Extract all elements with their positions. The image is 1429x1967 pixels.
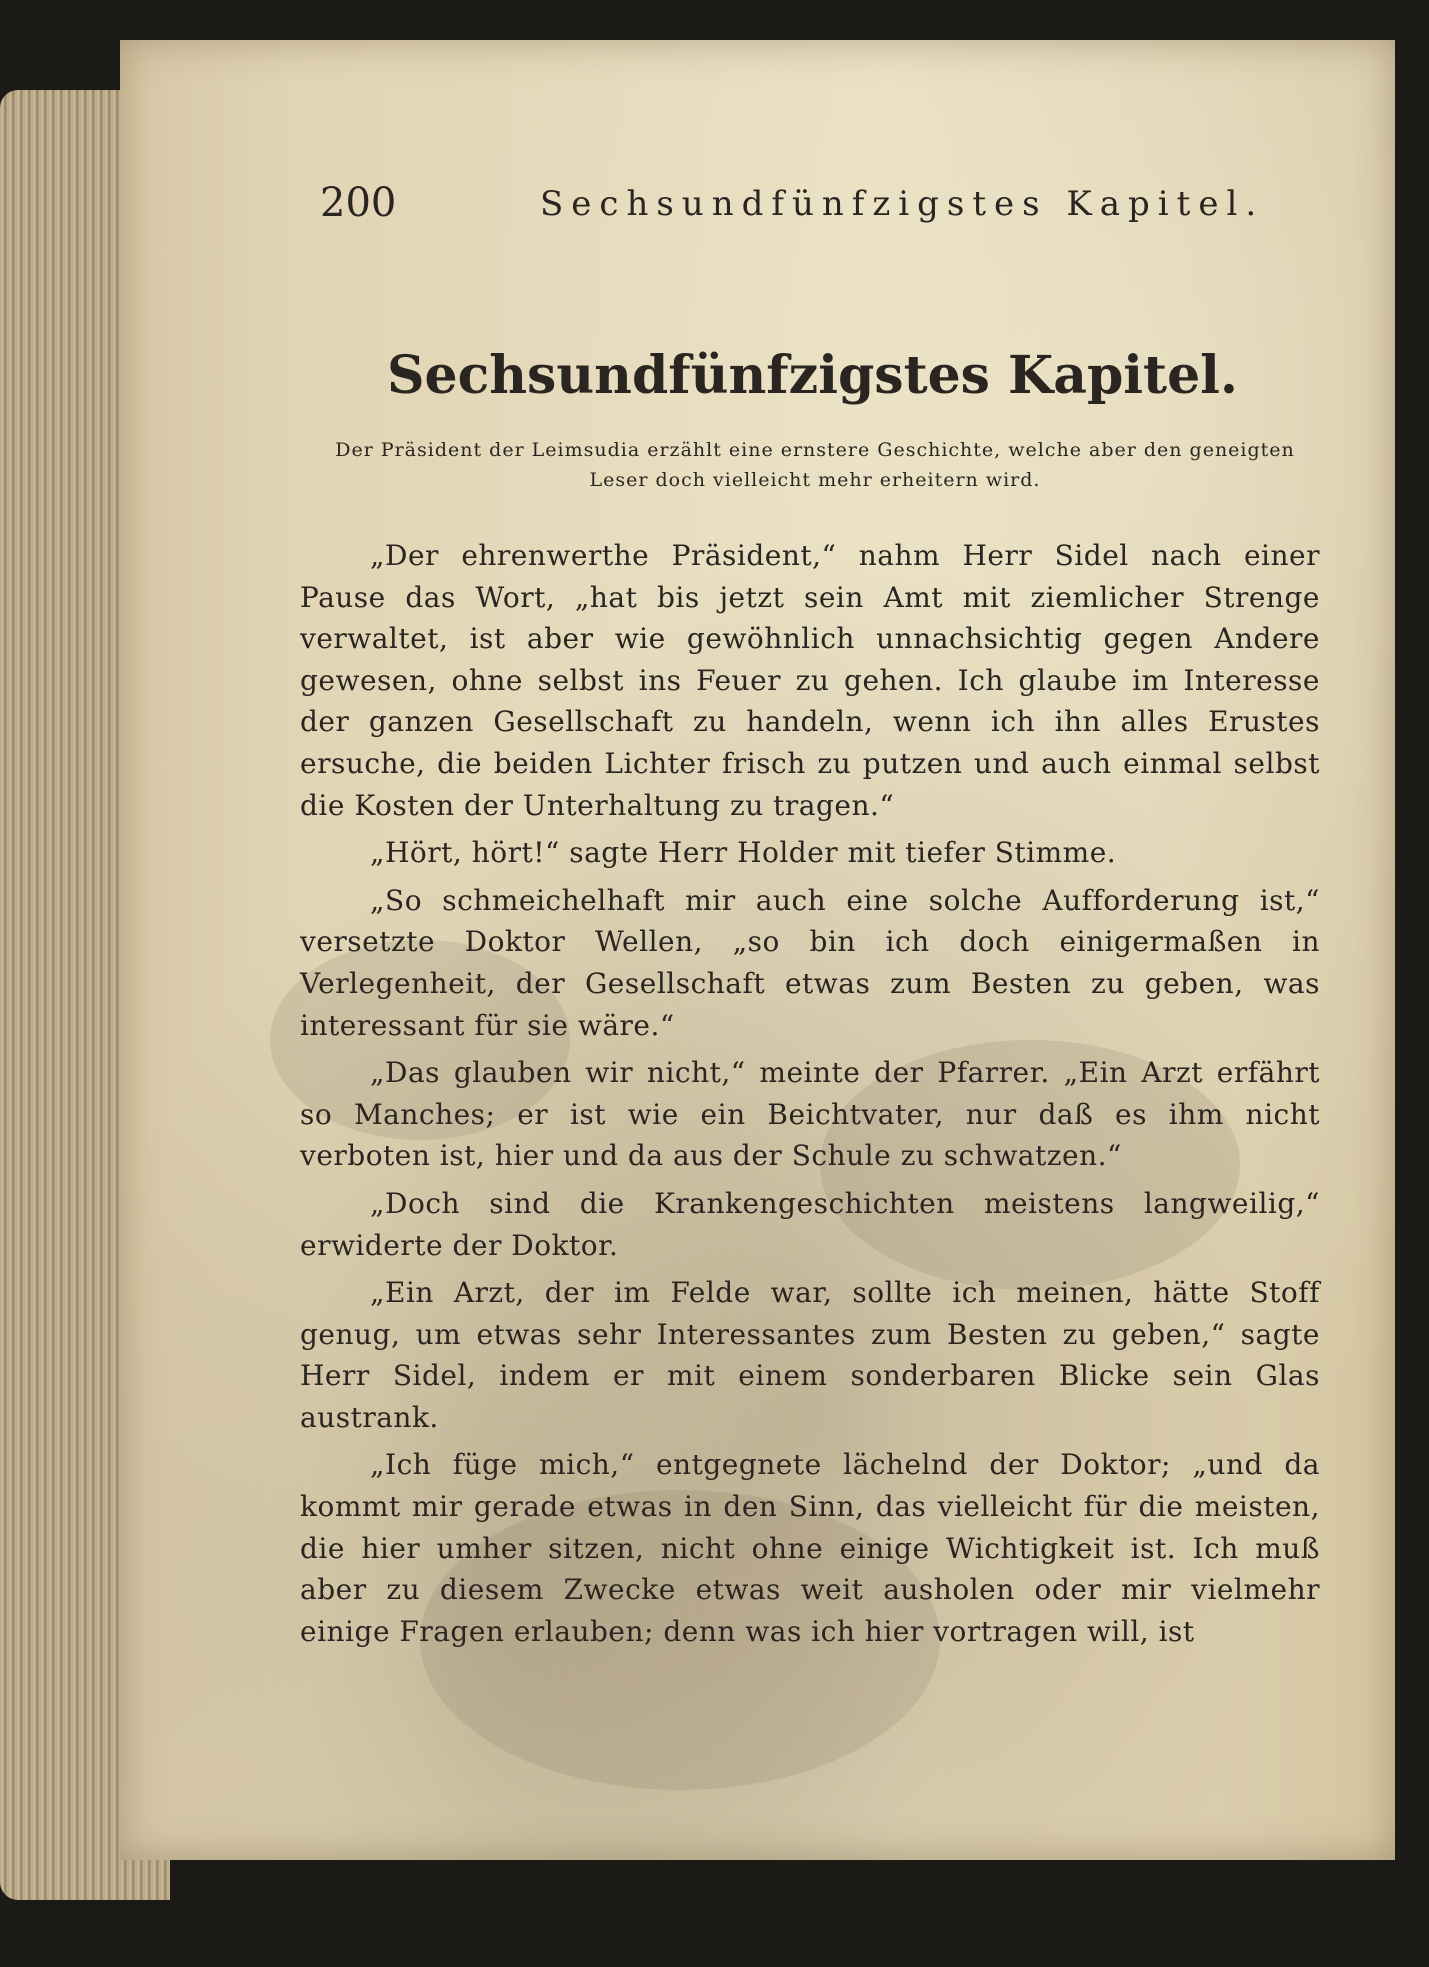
paragraph: „So schmeichelhaft mir auch eine solche Aufforderung ist,“ versetzte Doktor Wellen, „so bin ich doch einigermaßen in Verlegenheit, der Gesellschaft etwas zum Besten zu geben, was interessant für sie wäre.“ [300, 883, 1320, 1042]
page-header [320, 180, 1265, 230]
book-page [120, 40, 1395, 1860]
book [0, 20, 1429, 1967]
running-title: Sechsundfünfzigstes Kapitel. [540, 184, 1265, 224]
page-number: 200 [320, 180, 397, 226]
paragraph: „Das glauben wir nicht,“ meinte der Pfarrer. „Ein Arzt erfährt so Manches; er ist wie ein Beichtvater, nur daß es ihm nicht verboten ist, hier und da aus der Schule zu schwatzen.“ [300, 1056, 1320, 1173]
paragraph: „Ein Arzt, der im Felde war, sollte ich meinen, hätte Stoff genug, um etwas sehr Interessantes zum Besten zu geben,“ sagte Herr Sidel, indem er mit einem sonderbaren Blicke sein Glas austrank. [300, 1276, 1320, 1434]
chapter-heading: Sechsundfünfzigstes Kapitel. [386, 345, 1239, 406]
chapter-summary: Der Präsident der Leimsudia erzählt eine ernstere Geschichte, welche aber den geneigten Leser doch vielleicht mehr erheitern wird. [335, 439, 1295, 491]
paragraph: „Der ehrenwerthe Präsident,“ nahm Herr Sidel nach einer Pause das Wort, „hat bis jetzt sein Amt mit ziemlicher Strenge verwaltet, ist aber wie gewöhnlich unnachsichtig gegen Andere gewesen, ohne selbst ins Feuer zu gehen. Ich glaube im Interesse der ganzen Gesellschaft zu handeln, wenn ich ihn alles Erustes ersuche, die beiden Lichter frisch zu putzen und auch einmal selbst die Kosten der Unterhaltung zu tragen.“ [300, 539, 1320, 822]
paragraph: „Hört, hört!“ sagte Herr Holder mit tiefer Stimme. [370, 836, 1117, 870]
body-text [300, 535, 1320, 1658]
paragraph: „Ich füge mich,“ entgegnete lächelnd der Doktor; „und da kommt mir gerade etwas in den Sinn, das vielleicht für die meisten, die hier umher sitzen, nicht ohne einige Wichtigkeit ist. Ich muß aber zu diesem Zwecke etwas weit ausholen oder mir vielmehr einige Fragen erlauben; denn was ich hier vortragen will, ist [300, 1448, 1320, 1648]
paragraph: „Doch sind die Krankengeschichten meistens langweilig,“ erwiderte der Doktor. [300, 1186, 1320, 1262]
